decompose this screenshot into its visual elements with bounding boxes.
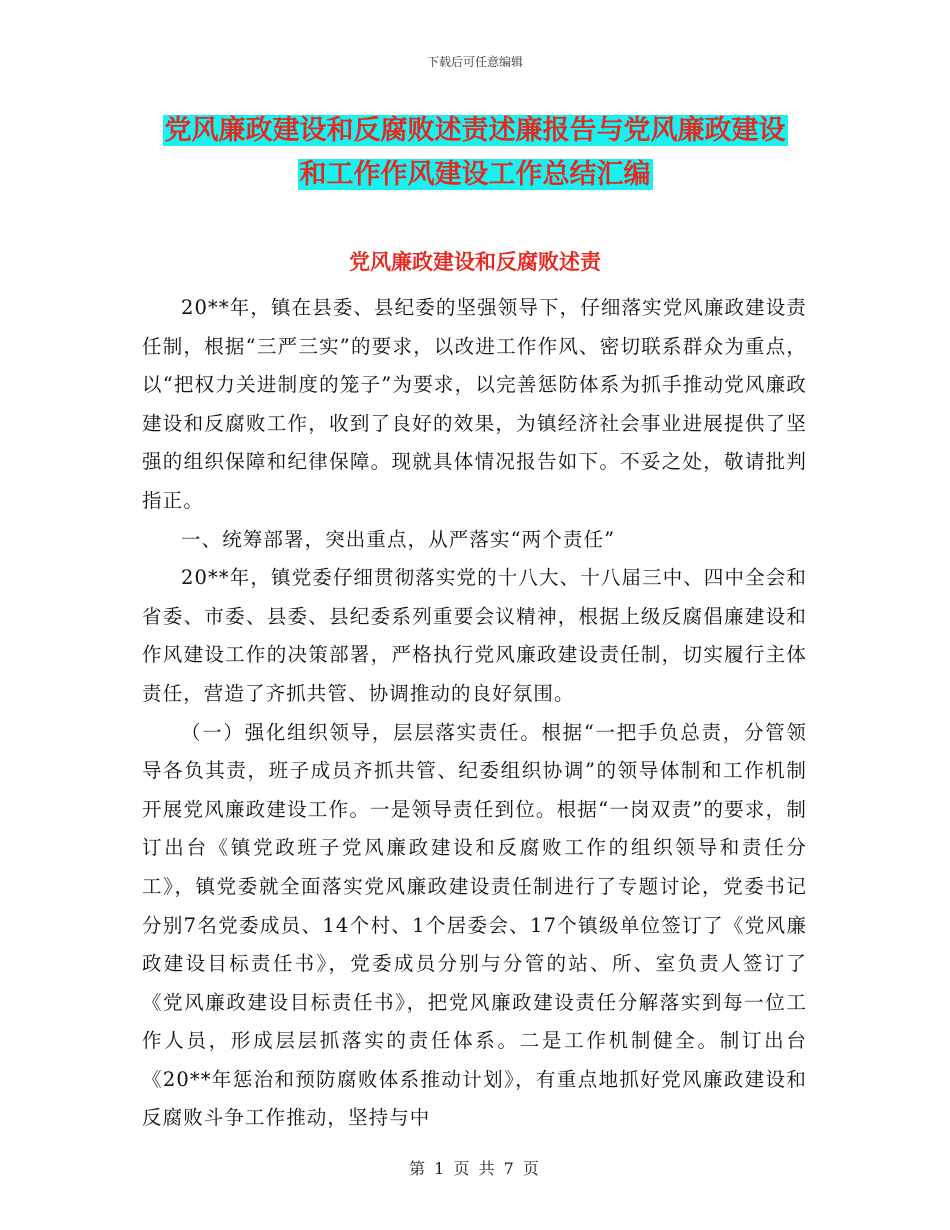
main-title-line-2	[0, 155, 950, 195]
main-title-line-1-text: 党风廉政建设和反腐败述责述廉报告与党风廉政建设	[164, 115, 786, 146]
main-title-line-2-text: 和工作作风建设工作总结汇编	[299, 159, 651, 190]
paragraph-3: （一）强化组织领导，层层落实责任。根据“一把手负总责，分管领导各负其责，班子成员齐抓共管、纪委组织协调”的领导体制和工作机制开展党风廉政建设工作。一是领导责任到位。根据“一岗双责”的要求，制订出台《镇党政班子党风廉政建设和反腐败工作的组织领导和责任分工》，镇党委就全面落实党风廉政建设责任制进行了专题讨论，党委书记分别7名党委成员、14个村、1个居委会、17个镇级单位签订了《党风廉政建设目标责任书》，党委成员分别与分管的站、所、室负责人签订了《党风廉政建设目标责任书》，把党风廉政建设责任分解落实到每一位工作人员，形成层层抓落实的责任体系。二是工作机制健全。制订出台《20**年惩治和预防腐败体系推动计划》，有重点地抓好党风廉政建设和反腐败斗争工作推动，坚持与中	[142, 720, 807, 1130]
section-subtitle: 党风廉政建设和反腐败述责	[349, 249, 601, 274]
paragraph-heading-1: 一、统筹部署，突出重点，从严落实“两个责任”	[181, 527, 616, 551]
paragraph-2: 20**年，镇党委仔细贯彻落实党的十八大、十八届三中、四中全会和省委、市委、县委、县纪委系列重要会议精神，根据上级反腐倡廉建设和作风建设工作的决策部署，严格执行党风廉政建设责任制，切实履行主体责任，营造了齐抓共管、协调推动的良好氛围。	[142, 566, 807, 705]
main-title-line-1	[0, 111, 950, 151]
paragraph-intro: 20**年，镇在县委、县纪委的坚强领导下，仔细落实党风廉政建设责任制，根据“三严三实”的要求，以改进工作作风、密切联系群众为重点，以“把权力关进制度的笼子”为要求，以完善惩防体系为抓手推动党风廉政建设和反腐败工作，收到了良好的效果，为镇经济社会事业进展提供了坚强的组织保障和纪律保障。现就具体情况报告如下。不妥之处，敬请批判指正。	[142, 296, 807, 512]
header-note: 下载后可任意编辑	[426, 55, 523, 69]
page-footer: 第 1 页 共 7 页	[409, 1159, 541, 1178]
body-text	[142, 289, 807, 1138]
